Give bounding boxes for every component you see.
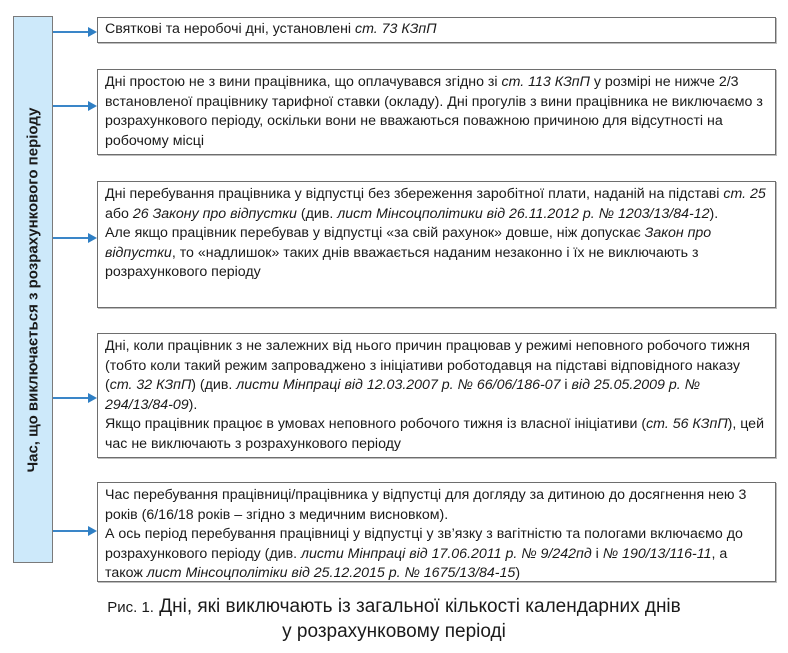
side-category-box bbox=[13, 16, 53, 563]
box-downtime bbox=[97, 69, 776, 155]
figure-caption bbox=[0, 595, 788, 644]
caption-line2: у розрахунковому періоді bbox=[282, 621, 506, 642]
arrow-icon bbox=[53, 27, 97, 37]
box-text: Дні простою не з вини працівника, що оплачувався згідно зі ст. 113 КЗпП у розмірі не нижче 2/3 встановленої працівнику тарифної ставки (окладу). Дні прогулів з вини працівника не виключаємо з розрахункового періоду, оскільки вони не вважаються поважною причиною для відсутності на робочому місці bbox=[105, 74, 763, 149]
box-holidays bbox=[97, 17, 776, 43]
arrow-icon bbox=[53, 526, 97, 536]
box-unpaid-leave bbox=[97, 181, 776, 308]
box-childcare-leave bbox=[97, 482, 776, 582]
arrow-icon bbox=[53, 233, 97, 243]
box-part-time-week bbox=[97, 333, 776, 458]
caption-line1: Дні, які виключають із загальної кількості календарних днів bbox=[153, 596, 681, 617]
box-text: Час перебування працівниці/працівника у відпустці для догляду за дитиною до досягнення нею 3 років (6/16/18 років – згідно з медичним висновком). А ось період перебування працівниці у відпустці у зв’язку з вагітністю та пологами включаємо до розрахункового періоду (див. листи Мінпраці від 17.06.2011 р. № 9/242пд і № 190/13/116-11, а також лист Мінсоцполітіки від 25.12.2015 р. № 1675/13/84-15) bbox=[105, 487, 747, 581]
box-text: Дні, коли працівник з не залежних від нього причин працював у режимі неповного робочого тижня (тобто коли такий режим запроваджено з ініціативи роботодавця на підставі відповідного наказу (ст. 32 КЗпП) (див. листи Мінпраці від 12.03.2007 р. № 66/06/186-07 і від 25.05.2009 р. № 294/13/84-09). Якщо працівник працює в умовах неповного робочого тижня із власної ініціативи (ст. 56 КЗпП), цей час не виключають з розрахункового періоду bbox=[105, 338, 764, 452]
box-text: Дні перебування працівника у відпустці без збереження заробітної плати, наданій на підставі ст. 25 або 26 Закону про відпустки (див. лист Мінсоцполітики від 26.11.2012 р. № 1203/13/84-12). Але якщо працівник перебував у відпустці «за свій рахунок» довше, ніж допускає Закон про відпустки, то «надлишок» таких днів вважається наданим незаконно і їх не виключають з розрахункового періоду bbox=[105, 186, 766, 280]
caption-prefix: Рис. 1. bbox=[107, 599, 154, 616]
arrow-icon bbox=[53, 101, 97, 111]
box-text: Святкові та неробочі дні, установлені ст. 73 КЗпП bbox=[105, 21, 437, 37]
side-category-label: Час, що виключається з розрахункового періоду bbox=[24, 107, 42, 472]
arrow-icon bbox=[53, 393, 97, 403]
